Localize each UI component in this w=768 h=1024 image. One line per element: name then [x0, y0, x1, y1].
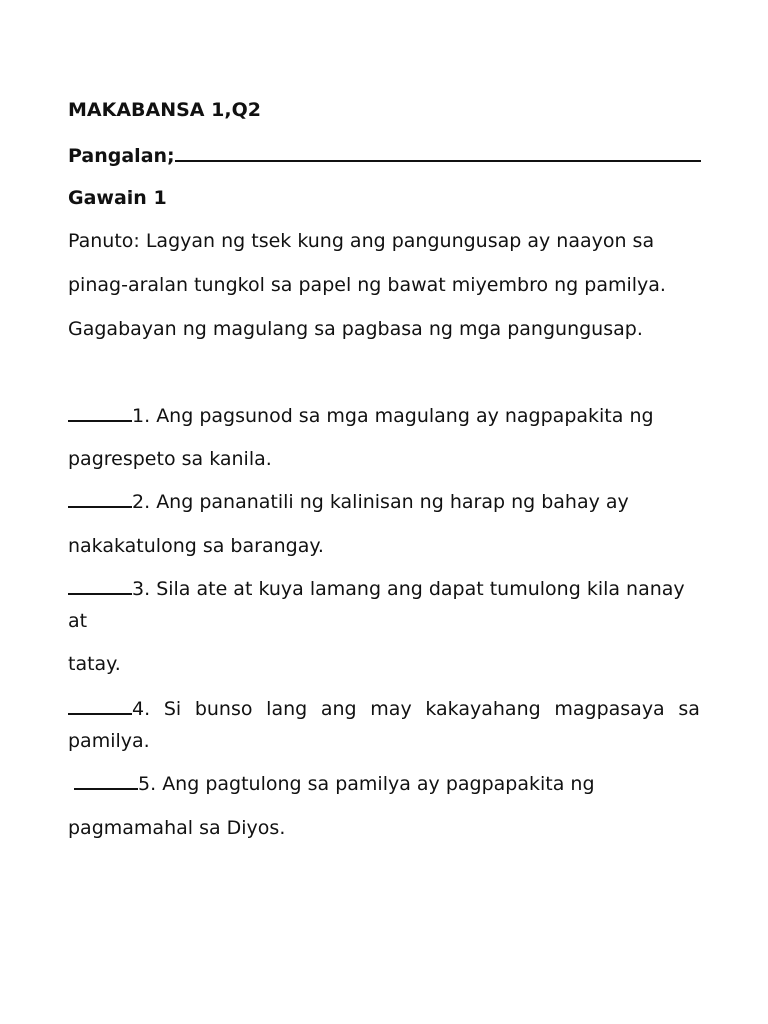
item-4: [68, 697, 700, 721]
item-4-lead: [68, 697, 150, 721]
item-3-continuation-2: tatay.: [68, 653, 121, 675]
item-text: Ang pananatili ng kalinisan ng harap ng bahay ay: [156, 491, 629, 513]
item-text: Ang pagsunod sa mga magulang ay nagpapakita ng: [156, 405, 654, 427]
item-2-continuation: nakakatulong sa barangay.: [68, 535, 324, 557]
item-number: 1.: [132, 405, 151, 427]
item-text: Ang pagtulong sa pamilya ay pagpapakita ng: [162, 773, 595, 795]
instruction-line-3: Gagabayan ng magulang sa pagbasa ng mga pangungusap.: [68, 318, 643, 340]
item-word: sa: [678, 698, 700, 720]
instruction-line-2: pinag-aralan tungkol sa papel ng bawat miyembro ng pamilya.: [68, 274, 666, 296]
answer-blank-1[interactable]: [68, 404, 132, 422]
answer-blank-4[interactable]: [68, 697, 132, 715]
item-number: 5.: [138, 773, 157, 795]
name-line: [68, 144, 701, 168]
item-word: magpasaya: [554, 698, 665, 720]
item-number: 2.: [132, 491, 151, 513]
item-word: kakayahang: [425, 698, 541, 720]
item-1-continuation: pagrespeto sa kanila.: [68, 448, 272, 470]
item-2: [68, 490, 629, 514]
item-word: may: [370, 698, 412, 720]
item-text: Sila ate at kuya lamang ang dapat tumulong kila nanay: [156, 578, 685, 600]
answer-blank-3[interactable]: [68, 577, 132, 595]
item-1: [68, 404, 654, 428]
item-5: [74, 772, 595, 796]
item-word: lang: [266, 698, 308, 720]
activity-title: Gawain 1: [68, 187, 167, 209]
item-3: [68, 577, 685, 601]
answer-blank-5[interactable]: [74, 772, 138, 790]
answer-blank-2[interactable]: [68, 490, 132, 508]
item-word: ang: [320, 698, 357, 720]
item-3-continuation: at: [68, 610, 88, 632]
name-label: Pangalan;: [68, 145, 175, 167]
instruction-line-1: Panuto: Lagyan ng tsek kung ang pangungusap ay naayon sa: [68, 230, 655, 252]
item-word: Si: [163, 698, 182, 720]
item-4-continuation: pamilya.: [68, 730, 150, 752]
subject-title: MAKABANSA 1,Q2: [68, 99, 261, 121]
item-number: 4.: [132, 698, 151, 720]
item-number: 3.: [132, 578, 151, 600]
item-5-continuation: pagmamahal sa Diyos.: [68, 817, 286, 839]
item-word: bunso: [194, 698, 253, 720]
name-blank[interactable]: [175, 144, 701, 162]
